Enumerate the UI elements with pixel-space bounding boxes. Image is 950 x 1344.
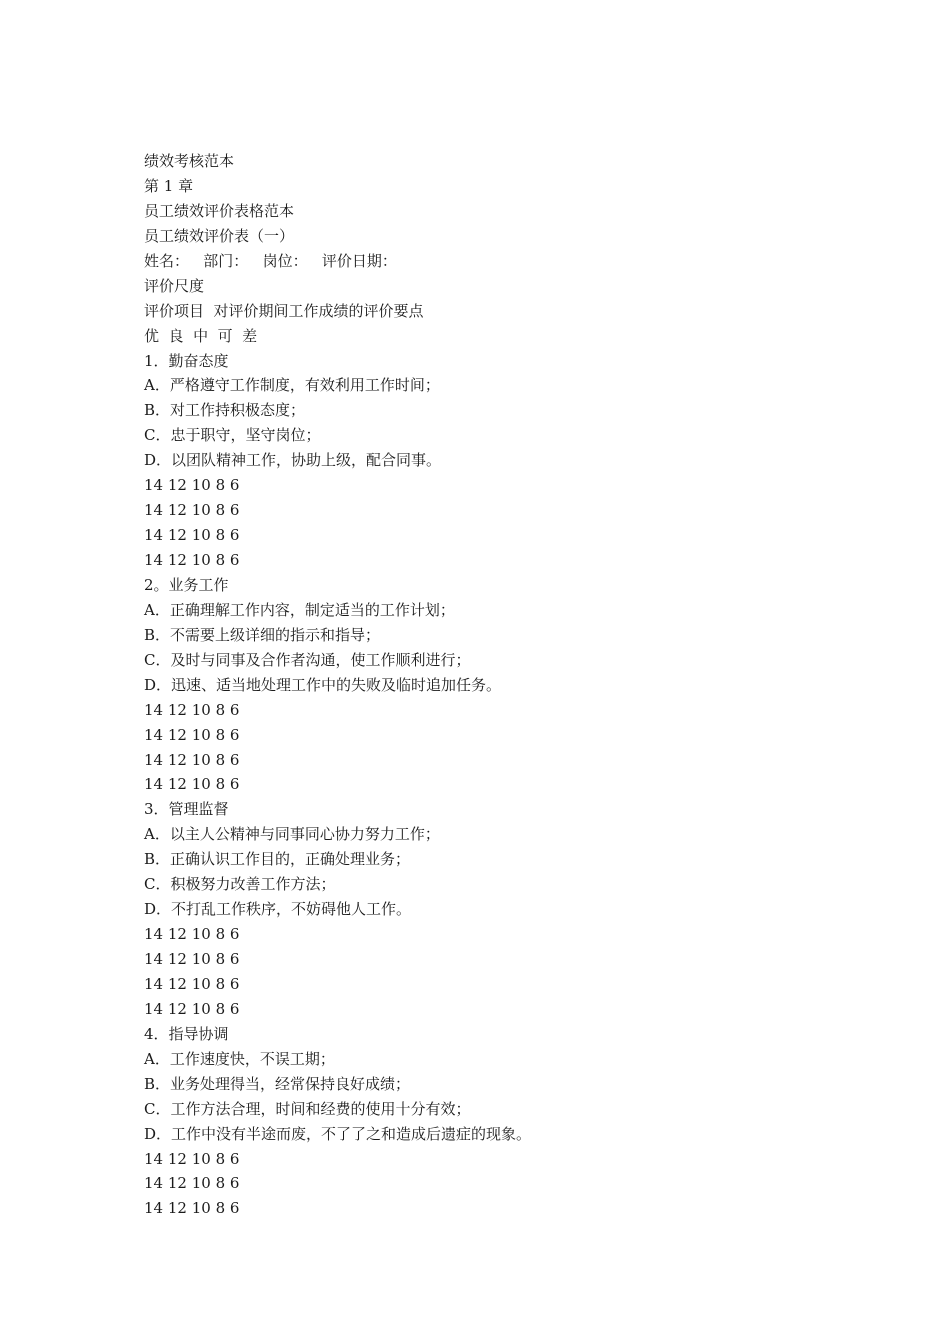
score-row: 14 12 10 8 6: [144, 476, 240, 495]
criterion-item: C．忠于职守，坚守岗位；: [144, 426, 321, 445]
score-row: 14 12 10 8 6: [144, 974, 240, 993]
score-row: 14 12 10 8 6: [144, 999, 240, 1018]
criterion-item: B．对工作持积极态度；: [144, 401, 306, 420]
criterion-item: B．正确认识工作目的，正确处理业务；: [144, 850, 411, 869]
rating-scale-label: 评价尺度: [144, 276, 205, 295]
score-row: 14 12 10 8 6: [144, 725, 240, 744]
score-row: 14 12 10 8 6: [144, 950, 240, 968]
score-row: 14 12 10 8 6: [144, 526, 240, 545]
score-row: 14 12 10 8 6: [144, 501, 240, 520]
document-title: 绩效考核范本: [144, 152, 235, 170]
column-headers: 评价项目 对评价期间工作成绩的评价要点: [144, 301, 424, 320]
score-row: 14 12 10 8 6: [144, 1149, 240, 1168]
rating-levels: 优 良 中 可 差: [144, 326, 258, 345]
score-row: 14 12 10 8 6: [144, 1199, 240, 1218]
criterion-item: C．积极努力改善工作方法；: [144, 875, 336, 894]
section-heading: 员工绩效评价表格范本: [144, 201, 295, 220]
category-heading: 2。业务工作: [144, 575, 229, 594]
score-row: 14 12 10 8 6: [144, 1174, 240, 1193]
criterion-item: B．不需要上级详细的指示和指导；: [144, 625, 381, 644]
score-row: 14 12 10 8 6: [144, 925, 240, 944]
criterion-item: A．以主人公精神与同事同心协力努力工作；: [144, 825, 440, 844]
criterion-item: D．工作中没有半途而废，不了了之和造成后遗症的现象。: [144, 1124, 532, 1143]
score-row: 14 12 10 8 6: [144, 775, 240, 794]
criterion-item: D．以团队精神工作，协助上级，配合同事。: [144, 451, 442, 470]
form-title: 员工绩效评价表（一）: [144, 226, 295, 245]
score-row: 14 12 10 8 6: [144, 750, 240, 769]
form-header-fields: 姓名： 部门： 岗位： 评价日期：: [144, 251, 397, 270]
score-row: 14 12 10 8 6: [144, 551, 240, 569]
score-row: 14 12 10 8 6: [144, 700, 240, 719]
criterion-item: B．业务处理得当，经常保持良好成绩；: [144, 1074, 411, 1093]
document-body: [144, 149, 844, 1221]
criterion-item: C．及时与同事及合作者沟通，使工作顺利进行；: [144, 650, 471, 669]
criterion-item: D．不打乱工作秩序，不妨碍他人工作。: [144, 900, 412, 919]
chapter-heading: 第 1 章: [144, 176, 194, 195]
criterion-item: A．严格遵守工作制度，有效利用工作时间；: [144, 376, 440, 395]
category-heading: 1．勤奋态度: [144, 351, 229, 370]
category-heading: 3．管理监督: [144, 800, 229, 819]
criterion-item: A．正确理解工作内容，制定适当的工作计划；: [144, 600, 455, 619]
category-heading: 4．指导协调: [144, 1024, 229, 1043]
criterion-item: D．迅速、适当地处理工作中的失败及临时追加任务。: [144, 675, 502, 694]
criterion-item: C．工作方法合理，时间和经费的使用十分有效；: [144, 1099, 471, 1118]
criterion-item: A．工作速度快，不误工期；: [144, 1049, 335, 1068]
